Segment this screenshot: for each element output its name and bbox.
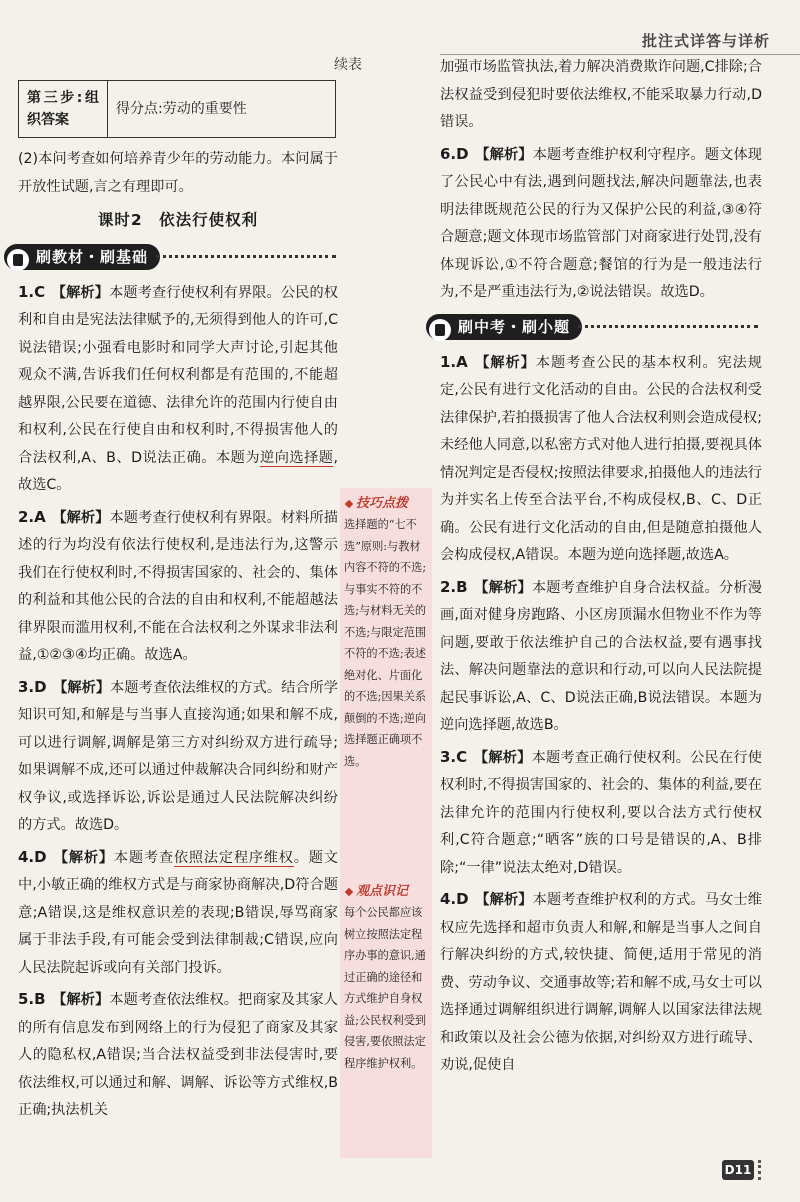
answer-item: [440, 349, 762, 570]
answer-item: [440, 744, 762, 883]
section-banner: [426, 311, 762, 345]
answer-item: [18, 986, 338, 1125]
answer-item: [440, 886, 762, 1080]
answer-text: 本题考查维护权利守程序。题文体现了公民心中有法,遇到问题找法,解决问题靠法,也表明法律既规范公民的行为又保护公民的利益,③④符合题意;题文体现市场监管部门对商家进行处罚,没有体现诉讼,①不符合题意;餐馆的行为是一般违法行为,不是严重违法行为,②说法错误。故选D。: [440, 146, 762, 300]
table-content-cell: 得分点:劳动的重要性: [108, 81, 336, 138]
right-column: [440, 54, 762, 1084]
continued-label: 续表: [334, 57, 362, 73]
answer-item: [18, 674, 338, 840]
answer-text: 本题考查行使权利有界限。公民的权利和自由是宪法法律赋予的,无须得到他人的许可,C说法错误;小强看电影时和同学大声讨论,引起其他观众不满,告诉我们任何权利都是有范围的,不能超越界限,公民要在道德、法律允许的范围内行使自由和权利,公民在行使自由和权利时,不得损害他人的合法权利,A、B、D说法正确。本题为: [18, 284, 338, 466]
section-title: 刷教材・刷基础: [36, 247, 149, 266]
view-title: 观点识记: [346, 880, 408, 899]
answer-item: [18, 279, 338, 500]
answer-item: [18, 844, 338, 983]
page-header: [440, 0, 800, 54]
section-banner-label: [426, 314, 582, 340]
continued-text: 加强市场监管执法,着力解决消费欺诈问题,C排除;合法权益受到侵犯时要依法维权,不能采取暴力行动,D错误。: [440, 59, 762, 130]
answer-number: 3.D: [18, 677, 47, 696]
answer-item: [440, 141, 762, 307]
answer-number: 3.C: [440, 747, 468, 766]
answer-text-tail: ,故选C。: [18, 449, 338, 493]
intro-paragraph: (2)本问考查如何培养青少年的劳动能力。本问属于开放性试题,言之有理即可。: [18, 151, 338, 195]
brush-icon: [7, 249, 29, 271]
table-step-cell: 第三步:组织答案: [19, 81, 108, 138]
tip-text: 选择题的“七不选”原则:与教材内容不符的不选;与事实不符的不选;与材料无关的不选;与限定范围不符的不选;表述绝对化、片面化的不选;因果关系颠倒的不选;逆向选择题正确项不选。: [344, 518, 427, 768]
answer-text: 本题考查行使权利有界限。材料所描述的行为均没有依法行使权利,是违法行为,这警示我们在行使权利时,不得损害国家的、社会的、集体的利益和其他公民的合法的自由和权利,不能超越法律界限而滥用权利,不能在合法权利之外谋求非法利益,①②③④均正确。故选A。: [18, 509, 338, 663]
analysis-tag: 【解析】: [474, 579, 532, 596]
answer-text: 本题考查维护权利的方式。马女士维权应先选择和超市负责人和解,和解是当事人之间自行解决纠纷的方式,较快捷、简便,适用于常见的消费、劳动争议、交通事故等;若和解不成,马女士可以选择通过调解组织进行调解,调解人以国家法律法规和政策以及社会公德为依据,对纠纷双方进行疏导、劝说,促使自: [440, 892, 762, 1073]
answer-text: 本题考查正确行使权利。公民在行使权利时,不得损害国家的、社会的、集体的利益,要在法律允许的范围内行使权利,要以合法方式行使权利,C符合题意;“晒客”族的口号是错误的,A、B排除;“一律”说法太绝对,D错误。: [440, 749, 762, 876]
page-number-dots: [758, 1160, 800, 1180]
pen-icon: [345, 887, 353, 895]
section-banner-label: [4, 244, 160, 270]
answer-number: 1.C: [18, 282, 46, 301]
analysis-tag: 【解析】: [52, 992, 110, 1008]
view-text: 每个公民都应该树立按照法定程序办事的意识,通过正确的途径和方式维护自身权益;公民权利受到侵害,要依照法定程序维护权利。: [344, 906, 427, 1070]
answer-number: 4.D: [440, 890, 469, 908]
header-title: 批注式详答与详析: [641, 32, 770, 50]
answer-number: 2.A: [18, 507, 46, 526]
page-number: D11: [722, 1160, 754, 1180]
analysis-tag: 【解析】: [475, 354, 536, 371]
answer-number: 2.B: [440, 577, 468, 596]
answer-text: 本题考查维护自身合法权益。分析漫画,面对健身房跑路、小区房顶漏水但物业不作为等问题,要敢于依法维护自己的合法权益,要有遇事找法、解决问题靠法的意识和行动,可以向人民法院提起民事诉讼,A、C、D说法正确,B说法错误。本题为逆向选择题,故选B。: [440, 579, 762, 733]
analysis-tag: 【解析】: [473, 749, 532, 766]
answer-text: 本题考查公民的基本权利。宪法规定,公民有进行文化活动的自由。公民的合法权利受法律保护,若拍摄损害了他人合法权利则会造成侵权;未经他人同意,以私密方式对他人进行拍摄,要视具体情况判定是否侵权;按照法律要求,拍摄他人的违法行为并实名上传至合法平台,不构成侵权,B、C、D正确。公民有进行文化活动的自由,但是随意拍摄他人会构成侵权,A错误。本题为逆向选择题,故选A。: [440, 354, 762, 563]
answer-text: 本题考查: [113, 849, 174, 866]
tip-title: 技巧点拨: [346, 492, 408, 511]
left-column: [18, 80, 338, 1129]
section-banner: [4, 241, 338, 275]
answer-text-tail: 。题文中,小敏正确的维权方式是与商家协商解决,D符合题意;A错误,这是维权意识差的表现;B错误,辱骂商家属于非法手段,有可能会受到法律制裁;C错误,应向人民法院起诉或向有关部门投诉。: [18, 849, 338, 976]
answer-item: [440, 574, 762, 740]
brush-icon: [429, 319, 451, 341]
underlined-keyword: 逆向选择题: [260, 449, 334, 466]
answer-number: 1.A: [440, 352, 468, 371]
analysis-tag: 【解析】: [51, 284, 110, 301]
analysis-tag: 【解析】: [52, 509, 110, 526]
answer-text: 本题考查依法维权。把商家及其家人的所有信息发布到网络上的行为侵犯了商家及其家人的隐私权,A错误;当合法权益受到非法侵害时,要依法维权,可以通过和解、调解、诉讼等方式维权,B正确;执法机关: [18, 992, 338, 1118]
answer-list: [440, 349, 762, 1080]
margin-notes: [340, 488, 432, 1158]
section-title: 刷中考・刷小题: [458, 317, 571, 336]
answer-step-table: [18, 80, 336, 138]
analysis-tag: 【解析】: [475, 146, 533, 163]
answer-item: [18, 504, 338, 670]
answer-number: 5.B: [18, 990, 46, 1008]
answer-text: 本题考查依法维权的方式。结合所学知识可知,和解是与当事人直接沟通;如果和解不成,可以进行调解,调解是第三方对纠纷双方进行疏导;如果调解不成,还可以通过仲裁解决合同纠纷和财产权争议,或选择诉讼,诉讼是通过人民法院解决纠纷的方式。故选D。: [18, 679, 338, 833]
banner-dots: [156, 255, 336, 258]
answer-list: [18, 279, 338, 1125]
underlined-keyword: 依照法定程序维权: [173, 849, 294, 866]
answer-number: 4.D: [18, 847, 47, 866]
lesson-title: 课时2 依法行使权利: [97, 211, 259, 229]
answer-number: 6.D: [440, 144, 469, 163]
analysis-tag: 【解析】: [53, 849, 114, 866]
analysis-tag: 【解析】: [475, 892, 533, 908]
pen-icon: [345, 499, 353, 507]
banner-dots: [578, 325, 758, 328]
analysis-tag: 【解析】: [53, 679, 111, 696]
